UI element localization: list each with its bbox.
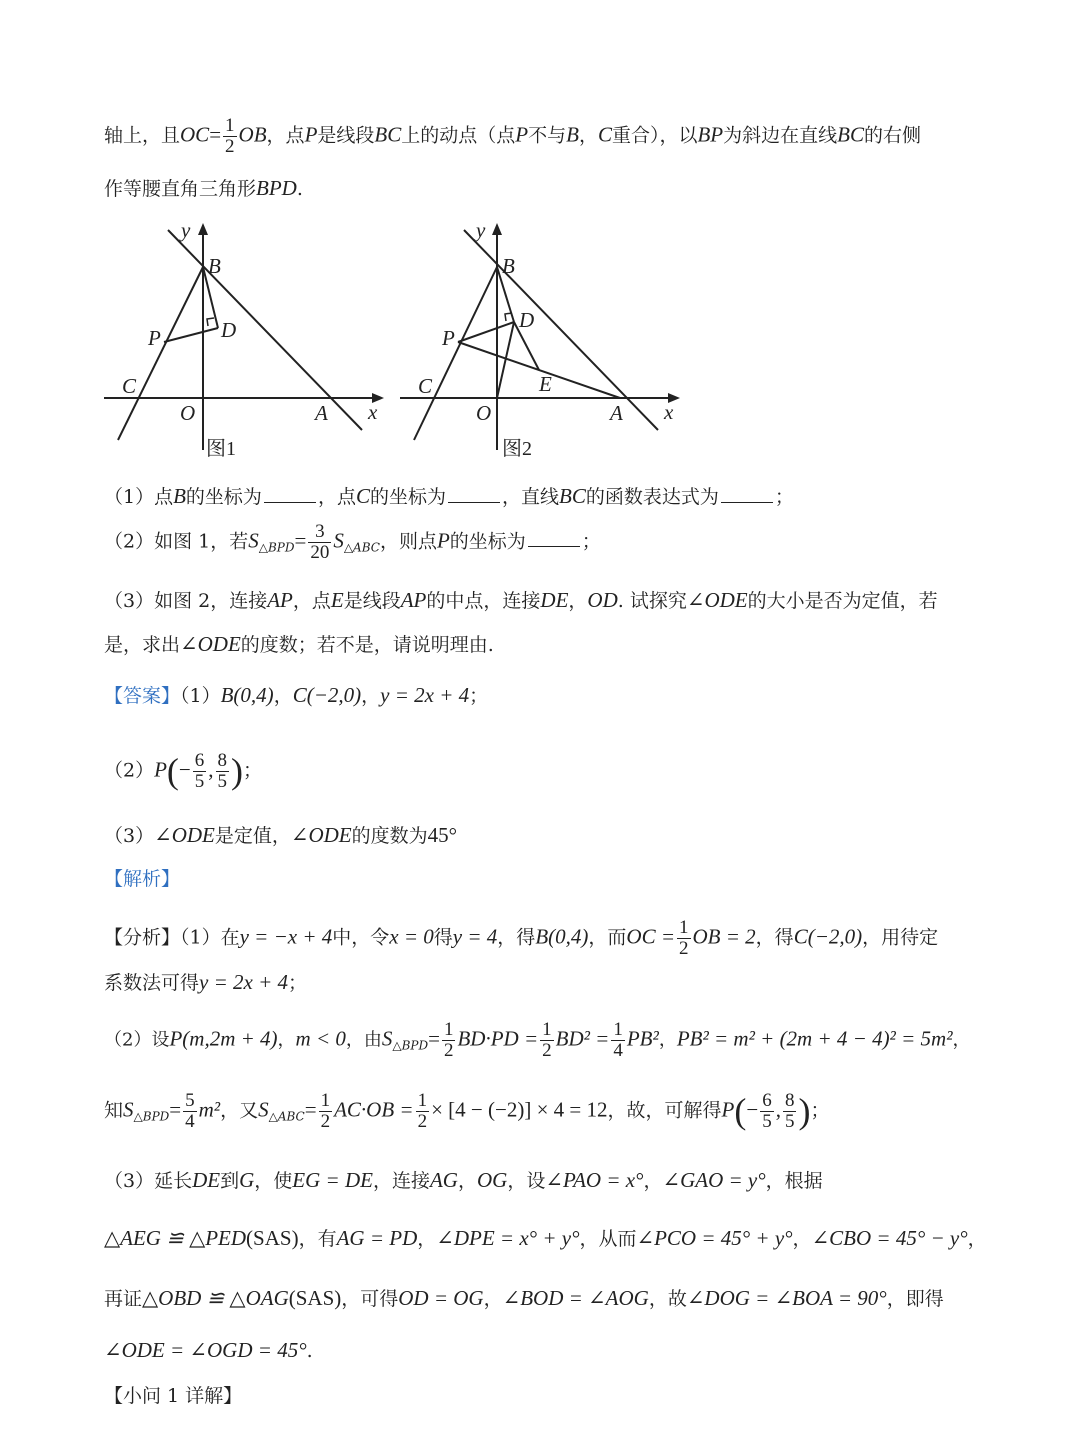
answer-blank bbox=[528, 546, 580, 547]
text: 再证 bbox=[104, 1288, 143, 1310]
label-d: D bbox=[519, 308, 535, 332]
math: BPD bbox=[256, 176, 297, 200]
fraction bbox=[223, 116, 237, 157]
paren: ) bbox=[798, 1091, 811, 1131]
text: ， bbox=[792, 1228, 812, 1250]
fraction bbox=[416, 1091, 430, 1132]
fraction bbox=[319, 1091, 333, 1132]
text: . bbox=[296, 178, 303, 200]
subscript: △BPD bbox=[133, 1109, 170, 1124]
math: = bbox=[209, 122, 222, 147]
math: OB bbox=[238, 122, 267, 147]
math: BC bbox=[837, 122, 864, 147]
math: S bbox=[123, 1097, 134, 1122]
label-o: O bbox=[476, 401, 492, 425]
math: = bbox=[428, 1026, 440, 1051]
intro-line-2 bbox=[104, 176, 1040, 201]
text: ，连接 bbox=[372, 1170, 430, 1192]
text: （2）设 bbox=[104, 1029, 170, 1051]
frac-den: 2 bbox=[679, 937, 689, 959]
question-3-line-2 bbox=[104, 632, 1040, 657]
text: ，从而 bbox=[579, 1228, 637, 1250]
frac-den: 5 bbox=[194, 771, 205, 793]
label-x: x bbox=[664, 400, 674, 424]
text: 的坐标为 bbox=[369, 486, 446, 508]
math: m² bbox=[198, 1097, 221, 1122]
text: （2） bbox=[104, 759, 155, 782]
figure-1 bbox=[100, 215, 390, 465]
text: 的坐标为 bbox=[449, 530, 526, 553]
math: BD·PD = bbox=[457, 1026, 539, 1051]
math: (SAS) bbox=[246, 1226, 299, 1250]
math: (SAS) bbox=[288, 1286, 342, 1310]
math: y = 4 bbox=[452, 924, 498, 949]
math: G bbox=[239, 1168, 255, 1192]
frac-den: 4 bbox=[185, 1111, 195, 1133]
math: OC = bbox=[626, 924, 675, 949]
text: . 试探究 bbox=[617, 590, 687, 612]
text: （3） bbox=[104, 825, 155, 847]
label-b: B bbox=[502, 254, 515, 278]
math: ∠CBO = 45° − y° bbox=[811, 1226, 968, 1250]
text: ，故，可解得 bbox=[607, 1099, 722, 1122]
text: ， bbox=[578, 124, 598, 147]
math: P(m,2m + 4) bbox=[169, 1026, 278, 1051]
frac-num: 1 bbox=[225, 115, 235, 136]
text: 是定值， bbox=[214, 825, 291, 847]
math: DE bbox=[540, 588, 569, 612]
math: OD bbox=[587, 588, 618, 612]
math: OG bbox=[477, 1168, 508, 1192]
math: C bbox=[355, 484, 370, 508]
subscript: △BPD bbox=[258, 540, 295, 555]
fraction bbox=[183, 1091, 197, 1132]
math: = bbox=[169, 1097, 182, 1122]
math: AC·OB = bbox=[334, 1097, 414, 1122]
math: S bbox=[258, 1097, 269, 1122]
math: = bbox=[294, 528, 307, 553]
text: ， bbox=[277, 1029, 296, 1051]
text: ； bbox=[581, 530, 601, 553]
frac-den: 2 bbox=[225, 135, 235, 157]
label-x: x bbox=[368, 400, 378, 424]
text: ，则点 bbox=[379, 530, 437, 553]
detail-tag: 【小问 1 详解】 bbox=[104, 1385, 243, 1407]
question-2 bbox=[104, 522, 1040, 563]
text: 轴上，且 bbox=[104, 124, 181, 147]
analysis-line-1 bbox=[104, 918, 1040, 959]
text: 的坐标为 bbox=[185, 486, 262, 508]
subscript: △ABC bbox=[268, 1109, 305, 1124]
text: ，使 bbox=[254, 1170, 293, 1192]
minus: − bbox=[178, 757, 191, 782]
text: 是线段 bbox=[343, 590, 401, 612]
math: BP bbox=[697, 122, 724, 147]
text: ，可得 bbox=[341, 1288, 399, 1310]
math: y = 2x + 4 bbox=[380, 683, 470, 707]
analysis-line-5 bbox=[104, 1168, 1040, 1193]
figure-2-caption: 图2 bbox=[502, 438, 532, 460]
math: AG bbox=[429, 1168, 458, 1192]
frac-num: 1 bbox=[443, 1019, 454, 1040]
text: ， bbox=[417, 1228, 437, 1250]
analysis-line-6 bbox=[104, 1226, 1040, 1251]
text: ； bbox=[243, 759, 263, 782]
math: P bbox=[436, 528, 450, 553]
math: OB = 2 bbox=[692, 924, 756, 949]
math: ∠BOD = ∠AOG bbox=[502, 1286, 649, 1310]
math: y = −x + 4 bbox=[239, 924, 333, 949]
frac-num: 1 bbox=[613, 1019, 623, 1040]
analysis-line-2 bbox=[104, 970, 1040, 995]
text: 上的动点（点 bbox=[401, 124, 516, 147]
label-c: C bbox=[418, 374, 433, 398]
label-p: P bbox=[442, 326, 455, 350]
text: ，得 bbox=[497, 926, 536, 949]
math: ∠ODE bbox=[180, 632, 241, 656]
text: 是线段 bbox=[317, 124, 375, 147]
paren: ) bbox=[231, 751, 244, 791]
text: ，点 bbox=[292, 590, 331, 612]
text: 系数法可得 bbox=[104, 972, 200, 994]
text: ，即得 bbox=[886, 1288, 944, 1310]
text: ，得 bbox=[755, 926, 794, 949]
analysis-tag-line bbox=[104, 868, 1040, 891]
text: ，故 bbox=[648, 1288, 687, 1310]
text: 的右侧 bbox=[864, 124, 922, 147]
text: ， bbox=[457, 1170, 477, 1192]
frac-den: 2 bbox=[542, 1039, 552, 1061]
label-p: P bbox=[148, 326, 161, 350]
math: S bbox=[248, 528, 259, 553]
frac-den: 2 bbox=[417, 1111, 428, 1133]
right-angle-mark bbox=[207, 318, 214, 326]
detail-tag-line bbox=[104, 1385, 1040, 1408]
math: 45° bbox=[427, 823, 458, 847]
math: OC bbox=[180, 122, 210, 147]
label-a: A bbox=[315, 401, 328, 425]
text: 不与 bbox=[528, 124, 567, 147]
text: ， bbox=[483, 1288, 503, 1310]
text: 中，令 bbox=[332, 926, 390, 949]
answer-line-3 bbox=[104, 823, 1040, 848]
text: ， bbox=[361, 685, 381, 707]
math: B(0,4) bbox=[220, 683, 274, 707]
frac-num: 3 bbox=[315, 521, 325, 542]
analysis-line-7 bbox=[104, 1286, 1040, 1311]
text: 的大小是否为定值，若 bbox=[747, 590, 938, 612]
frac-num: 1 bbox=[417, 1090, 428, 1112]
text: ， bbox=[658, 1029, 677, 1051]
math: △AEG ≌ △PED bbox=[104, 1226, 247, 1250]
analysis-line-3 bbox=[104, 1020, 1040, 1061]
text: ，根据 bbox=[765, 1170, 823, 1192]
math: y = 2x + 4 bbox=[199, 970, 288, 994]
answer-blank bbox=[448, 502, 500, 503]
math: AP bbox=[267, 588, 293, 612]
math: OD = OG bbox=[398, 1286, 484, 1310]
line-ab bbox=[168, 230, 362, 430]
text: ； bbox=[288, 972, 308, 994]
paren: ( bbox=[166, 751, 179, 791]
math: S bbox=[333, 528, 344, 553]
frac-num: 1 bbox=[542, 1019, 552, 1040]
text: ，直线 bbox=[501, 486, 559, 508]
math: PB² bbox=[626, 1026, 659, 1051]
math: ∠ODE bbox=[686, 588, 748, 612]
label-o: O bbox=[180, 401, 196, 425]
text: ； bbox=[774, 486, 794, 508]
math: ∠ODE bbox=[290, 823, 352, 847]
label-c: C bbox=[122, 374, 137, 398]
y-arrow bbox=[492, 223, 502, 235]
math: BC bbox=[374, 122, 402, 147]
math: ∠GAO = y° bbox=[662, 1168, 766, 1192]
math: P bbox=[154, 757, 167, 782]
text: （1）点 bbox=[104, 486, 174, 508]
fraction bbox=[783, 1091, 797, 1132]
math: DE bbox=[192, 1168, 221, 1192]
text: 为斜边在直线 bbox=[723, 124, 838, 147]
frac-num: 6 bbox=[194, 750, 205, 772]
math: S bbox=[381, 1026, 393, 1051]
text: ； bbox=[810, 1099, 830, 1122]
text: 知 bbox=[104, 1099, 124, 1122]
text: 作等腰直角三角形 bbox=[104, 178, 257, 200]
text: ， bbox=[643, 1170, 663, 1192]
text: ，点 bbox=[266, 124, 305, 147]
math: ∠ODE bbox=[154, 823, 215, 847]
frac-num: 8 bbox=[217, 750, 228, 772]
math: m < 0 bbox=[295, 1026, 346, 1051]
fraction bbox=[308, 522, 331, 563]
math: P bbox=[304, 122, 318, 147]
text: ， bbox=[273, 685, 293, 707]
text: ； bbox=[469, 685, 489, 707]
paren: ( bbox=[734, 1091, 747, 1131]
text: ， bbox=[568, 590, 588, 612]
frac-num: 1 bbox=[679, 917, 689, 938]
answer-tag: 【答案】 bbox=[104, 685, 181, 707]
text: （1）在 bbox=[180, 926, 240, 949]
frac-den: 5 bbox=[217, 771, 228, 793]
fraction bbox=[677, 918, 691, 959]
answer-line-2 bbox=[104, 750, 1040, 793]
text: 的函数表达式为 bbox=[585, 486, 719, 508]
label-e: E bbox=[539, 372, 552, 396]
frac-num: 6 bbox=[762, 1090, 772, 1112]
analysis-tag: 【解析】 bbox=[104, 868, 181, 890]
frac-den: 4 bbox=[613, 1039, 623, 1061]
fraction bbox=[193, 751, 207, 792]
text: ，而 bbox=[588, 926, 627, 949]
label-a: A bbox=[610, 401, 623, 425]
text: 重合），以 bbox=[611, 124, 698, 147]
text: （1） bbox=[180, 685, 221, 707]
answer-blank bbox=[721, 502, 773, 503]
text: ，又 bbox=[220, 1099, 259, 1122]
fraction bbox=[760, 1091, 774, 1132]
comma: , bbox=[775, 1097, 781, 1122]
label-d: D bbox=[221, 318, 237, 342]
text: 的度数；若不是，请说明理由. bbox=[240, 634, 494, 656]
text: ， bbox=[967, 1228, 987, 1250]
text: 的度数为 bbox=[351, 825, 428, 847]
text: ，有 bbox=[298, 1228, 337, 1250]
text: 的中点，连接 bbox=[426, 590, 541, 612]
text: 到 bbox=[220, 1170, 240, 1192]
text: ，用待定 bbox=[862, 926, 939, 949]
comma: , bbox=[208, 757, 214, 782]
math: ∠DPE = x° + y° bbox=[436, 1226, 580, 1250]
fraction bbox=[540, 1020, 554, 1061]
math: C bbox=[597, 122, 612, 147]
question-3-line-1 bbox=[104, 588, 1040, 613]
frac-den: 5 bbox=[762, 1111, 772, 1133]
figure-2 bbox=[396, 215, 696, 465]
math: = bbox=[304, 1097, 317, 1122]
frac-num: 1 bbox=[320, 1090, 331, 1112]
intro-line-1 bbox=[104, 116, 1040, 157]
analysis-line-8 bbox=[104, 1338, 1040, 1363]
fraction bbox=[611, 1020, 625, 1061]
math: AG = PD bbox=[336, 1226, 418, 1250]
math: C(−2,0) bbox=[793, 924, 863, 949]
math: △OBD ≌ △OAG bbox=[142, 1286, 289, 1310]
text: 【分析】 bbox=[104, 926, 181, 949]
text: （3）如图 2，连接 bbox=[104, 590, 268, 612]
text: ，点 bbox=[317, 486, 356, 508]
subscript: △ABC bbox=[343, 540, 380, 555]
math: ∠ODE = ∠OGD = 45° bbox=[104, 1338, 307, 1362]
frac-den: 2 bbox=[443, 1039, 454, 1061]
math: PB² = m² + (2m + 4 − 4)² = 5m² bbox=[676, 1026, 953, 1051]
math: B bbox=[566, 122, 579, 147]
figure-1-caption: 图1 bbox=[206, 438, 236, 460]
frac-den: 5 bbox=[784, 1111, 795, 1133]
text: ， bbox=[952, 1029, 971, 1051]
text: ，设 bbox=[507, 1170, 546, 1192]
frac-num: 5 bbox=[185, 1090, 195, 1112]
question-1 bbox=[104, 484, 1040, 509]
subscript: △BPD bbox=[392, 1038, 429, 1053]
math: P bbox=[515, 122, 529, 147]
label-y: y bbox=[476, 218, 486, 242]
answer-blank bbox=[264, 502, 316, 503]
text: ，由 bbox=[345, 1029, 382, 1051]
math: × [4 − (−2)] × 4 = 12 bbox=[431, 1097, 608, 1122]
math: ∠DOG = ∠BOA = 90° bbox=[686, 1286, 887, 1310]
math: AP bbox=[400, 588, 427, 612]
analysis-line-4 bbox=[104, 1090, 1040, 1133]
math: EG = DE bbox=[292, 1168, 373, 1192]
math: E bbox=[330, 588, 344, 612]
y-arrow bbox=[198, 223, 208, 235]
math: BC bbox=[559, 484, 586, 508]
fraction bbox=[216, 751, 230, 792]
text: （3）延长 bbox=[104, 1170, 193, 1192]
frac-den: 2 bbox=[320, 1111, 331, 1133]
math: BD² = bbox=[555, 1026, 610, 1051]
answer-line-1 bbox=[104, 683, 1040, 708]
frac-den: 20 bbox=[310, 541, 330, 563]
label-b: B bbox=[208, 254, 221, 278]
frac-num: 8 bbox=[784, 1090, 795, 1112]
text: . bbox=[306, 1340, 313, 1362]
math: P bbox=[721, 1097, 735, 1122]
text: （2）如图 1，若 bbox=[104, 530, 249, 553]
math: C(−2,0) bbox=[292, 683, 362, 707]
text: 得 bbox=[433, 926, 453, 949]
math: ∠PCO = 45° + y° bbox=[636, 1226, 793, 1250]
fraction bbox=[442, 1020, 456, 1061]
math: x = 0 bbox=[389, 924, 434, 949]
math: B(0,4) bbox=[535, 924, 589, 949]
minus: − bbox=[746, 1097, 759, 1122]
math: ∠PAO = x° bbox=[545, 1168, 644, 1192]
text: 是，求出 bbox=[104, 634, 181, 656]
math: B bbox=[173, 484, 186, 508]
label-y: y bbox=[181, 218, 191, 242]
